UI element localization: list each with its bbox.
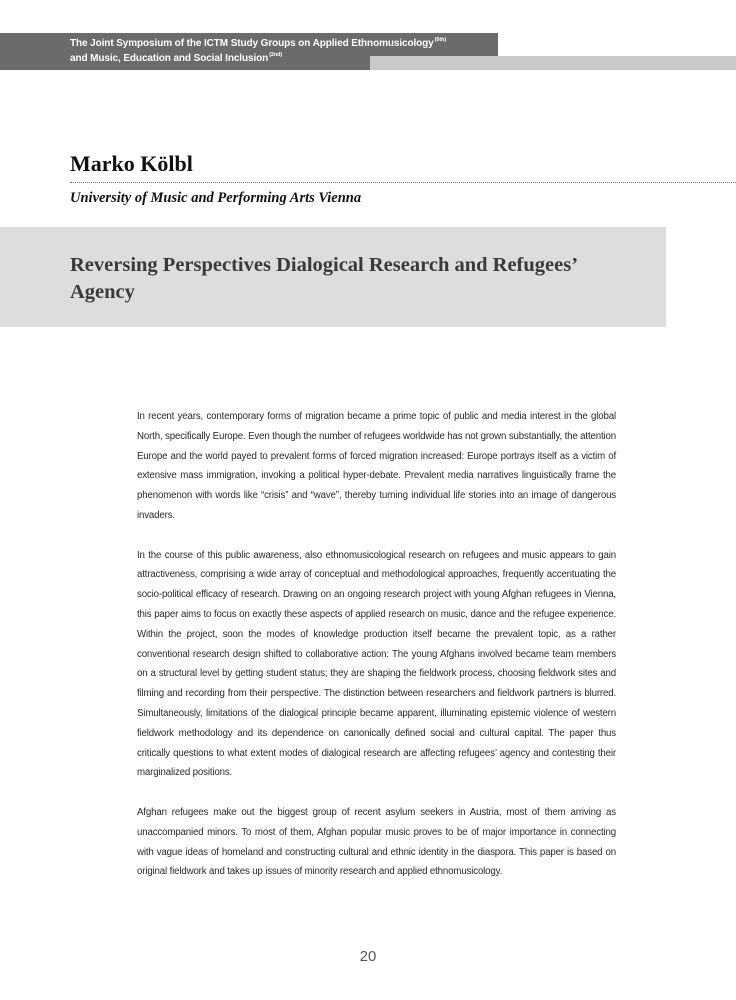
paper-title: Reversing Perspectives Dialogical Research and Refugees’ Agency bbox=[70, 254, 577, 303]
abstract bbox=[137, 407, 616, 902]
abstract-paragraph-2: In the course of this public awareness, also ethnomusicological research on refugees and music appears to gain attractiveness, comprising a wide array of conceptual and methodological approaches, frequently accentuating the socio-political efficacy of research. Drawing on an ongoing research project with young Afghan refugees in Vienna, this paper aims to focus on exactly these aspects of applied research on music, dance and the refugee experience. Within the project, soon the modes of knowledge production itself became the prevalent topic, as a rather conventional research design shifted to collaborative action: The young Afghans involved became team members on a structural level by getting student status; they are shaping the fieldwork process, choosing fieldwork sites and filming and recording from their perspective. The distinction between researchers and fieldwork partners is blurred. Simultaneously, limitations of the dialogical principle became apparent, illuminating epistemic violence of western fieldwork methodology and its dependence on canonically defined social and cultural capital. The paper thus critically questions to what extent modes of dialogical research are affecting refugees’ agency and contesting their marginalized positions. bbox=[137, 549, 616, 779]
running-header-line-1-sup: (6th) bbox=[434, 37, 447, 43]
author-affiliation: University of Music and Performing Arts Vienna bbox=[70, 190, 362, 206]
abstract-paragraph-1: In recent years, contemporary forms of migration became a prime topic of public and media interest in the global North, specifically Europe. Even though the number of refugees worldwide has not grown substantially, the attention Europe and the world payed to prevalent forms of forced migration increased: Europe portrays itself as a victim of extensive mass immigration, invoking a political hyper-debate. Prevalent media narratives linguistically frame the phenomenon with words like “crisis” and “wave”, thereby turning individual life stories into an image of dangerous invaders. bbox=[137, 411, 616, 521]
running-header-line-2-sup: (2nd) bbox=[269, 52, 283, 58]
running-header bbox=[70, 36, 490, 66]
running-header-line-2-text: and Music, Education and Social Inclusion bbox=[70, 53, 269, 64]
running-header-line-2 bbox=[70, 51, 490, 66]
page-number: 20 bbox=[359, 948, 377, 965]
abstract-paragraph-3: Afghan refugees make out the biggest group of recent asylum seekers in Austria, most of them arriving as unaccompanied minors. To most of them, Afghan popular music proves to be of major importance in connecting with vague ideas of homeland and constructing cultural and ethnic identity in the diaspora. This paper is based on original fieldwork and takes up issues of minority research and applied ethnomusicology. bbox=[137, 806, 616, 878]
running-header-line-1 bbox=[70, 36, 490, 51]
author-name: Marko Kölbl bbox=[70, 151, 193, 176]
running-header-line-1-text: The Joint Symposium of the ICTM Study Groups on Applied Ethnomusicology bbox=[70, 38, 434, 49]
author-divider bbox=[70, 182, 736, 183]
